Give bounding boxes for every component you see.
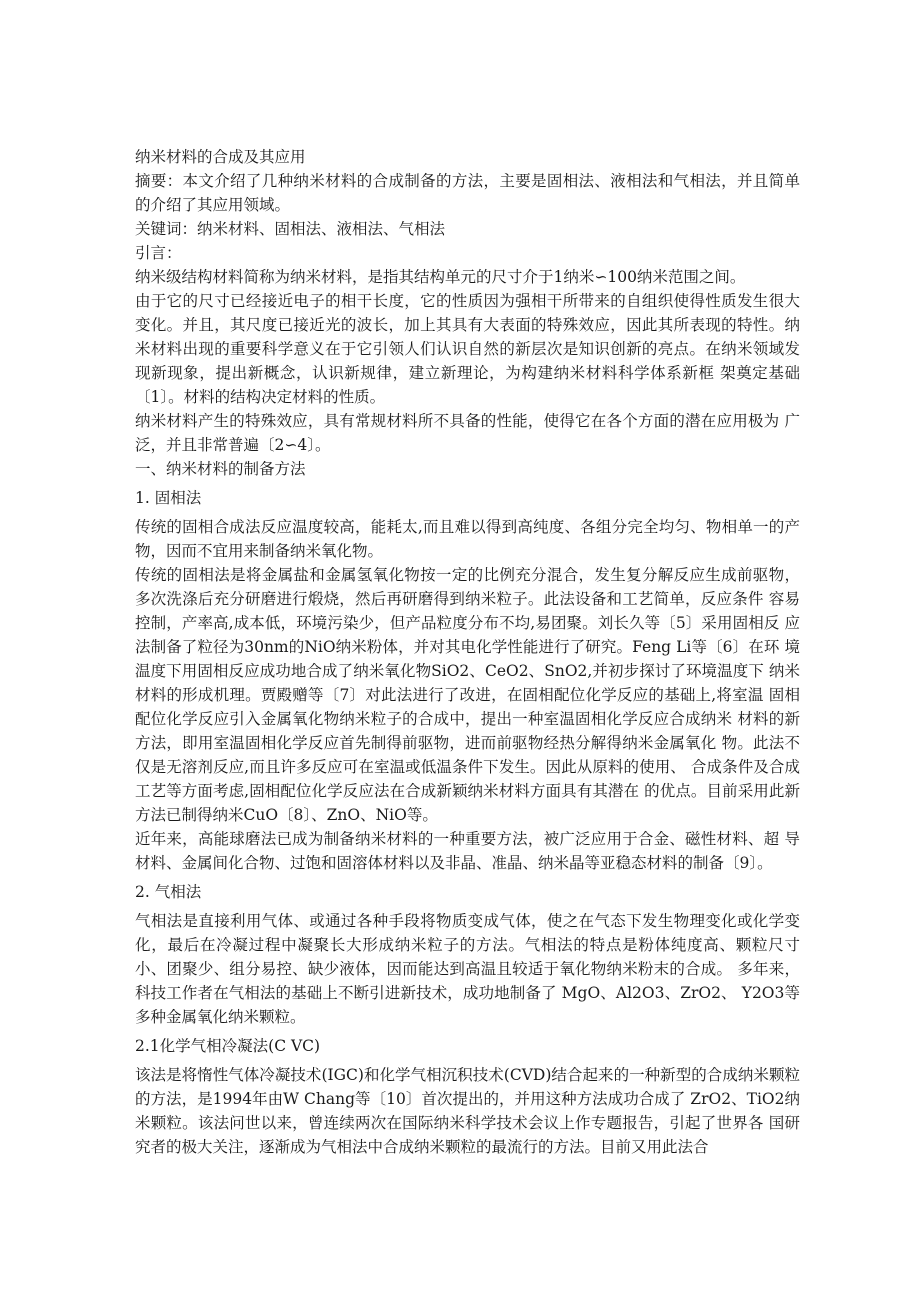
gas-phase-paragraph-1: 气相法是直接利用气体、或通过各种手段将物质变成气体，使之在气态下发生物理变化或化学变化，最后在冷凝过程中凝聚长大形成纳米粒子的方法。气相法的特点是粉体纯度高、颗粒尺寸小、团聚少、组分易控、缺少液体，因而能达到高温且较适于氧化物纳米粉末的合成。 多年来，科技工作者在气相法的基础上不断引进新技术，成功地制备了 MgO、Al2O3、ZrO2、 Y2O3等多种金属氧化纳米颗粒。 (135, 912, 800, 1026)
intro-paragraph-2: 由于它的尺寸已经接近电子的相干长度，它的性质因为强相干所带来的自组织使得性质发生很大变化。并且，其尺度已接近光的波长，加上其具有大表面的特殊效应，因此其所表现的特性。纳米材料出现的重要科学意义在于它引领人们认识自然的新层次是知识创新的亮点。在纳米领域发现新现象，提出新概念，认识新规律，建立新理论，为构建纳米材料科学体系新框 架奠定基础〔1〕。材料的结构决定材料的性质。 (135, 292, 800, 406)
solid-phase-paragraph-2: 传统的固相法是将金属盐和金属氢氧化物按一定的比例充分混合，发生复分解反应生成前驱物，多次洗涤后充分研磨进行煅烧，然后再研磨得到纳米粒子。此法设备和工艺简单，反应条件 容易控制，产率高,成本低，环境污染少，但产品粒度分布不均,易团聚。刘长久等〔5〕采用固相反 应法制备了粒径为30nm的NiO纳米粉体，并对其电化学性能进行了研究。Feng Li等〔6〕在环 境温度下用固相反应成功地合成了纳米氧化物SiO2、CeO2、SnO2,并初步探讨了环境温度下 纳米材料的形成机理。贾殿赠等〔7〕对此法进行了改进，在固相配位化学反应的基础上,将室温 固相配位化学反应引入金属氧化物纳米粒子的合成中，提出一种室温固相化学反应合成纳米 材料的新方法，即用室温固相化学反应首先制得前驱物，进而前驱物经热分解得纳米金属氧化 物。此法不仅是无溶剂反应,而且许多反应可在室温或低温条件下发生。因此从原料的使用、 合成条件及合成工艺等方面考虑,固相配位化学反应法在合成新颖纳米材料方面具有其潜在 的优点。目前采用此新方法已制得纳米CuO〔8〕、ZnO、NiO等。 (135, 566, 800, 824)
intro-heading: 引言： (135, 244, 182, 262)
intro-paragraph-1: 纳米级结构材料简称为纳米材料，是指其结构单元的尺寸介于1纳米∽100纳米范围之间。 (135, 268, 746, 286)
document-title: 纳米材料的合成及其应用 (135, 148, 306, 166)
cvc-paragraph-1: 该法是将惰性气体冷凝技术(IGC)和化学气相沉积技术(CVD)结合起来的一种新型的合成纳米颗粒的方法，是1994年由W Chang等〔10〕首次提出的，并用这种方法成功合成了 ZrO2、TiO2纳米颗粒。该法问世以来，曾连续两次在国际纳米科学技术会议上作专题报告，引起了世界各 国研究者的极大关注，逐渐成为气相法中合成纳米颗粒的最流行的方法。目前又用此法合 (135, 1066, 800, 1156)
subsection-heading-solid-phase: 1. 固相法 (135, 489, 202, 507)
section-heading-preparation: 一、纳米材料的制备方法 (135, 460, 306, 478)
solid-phase-paragraph-3: 近年来，高能球磨法已成为制备纳米材料的一种重要方法，被广泛应用于合金、磁性材料、超 导材料、金属间化合物、过饱和固溶体材料以及非晶、准晶、纳米晶等亚稳态材料的制备〔9〕。 (135, 830, 800, 872)
solid-phase-paragraph-1: 传统的固相合成法反应温度较高，能耗太,而且难以得到高纯度、各组分完全均匀、物相单一的产物，因而不宜用来制备纳米氧化物。 (135, 518, 800, 560)
keywords-line: 关键词：纳米材料、固相法、液相法、气相法 (135, 220, 446, 238)
subsection-heading-gas-phase: 2. 气相法 (135, 883, 202, 901)
abstract-paragraph: 摘要：本文介绍了几种纳米材料的合成制备的方法，主要是固相法、液相法和气相法，并且简单的介绍了其应用领域。 (135, 172, 800, 214)
subsection-heading-cvc: 2.1化学气相冷凝法(C VC) (135, 1037, 321, 1055)
intro-paragraph-3: 纳米材料产生的特殊效应，具有常规材料所不具备的性能，使得它在各个方面的潜在应用极为 广泛，并且非常普遍〔2∽4〕。 (135, 412, 800, 454)
document-body (135, 145, 800, 1159)
